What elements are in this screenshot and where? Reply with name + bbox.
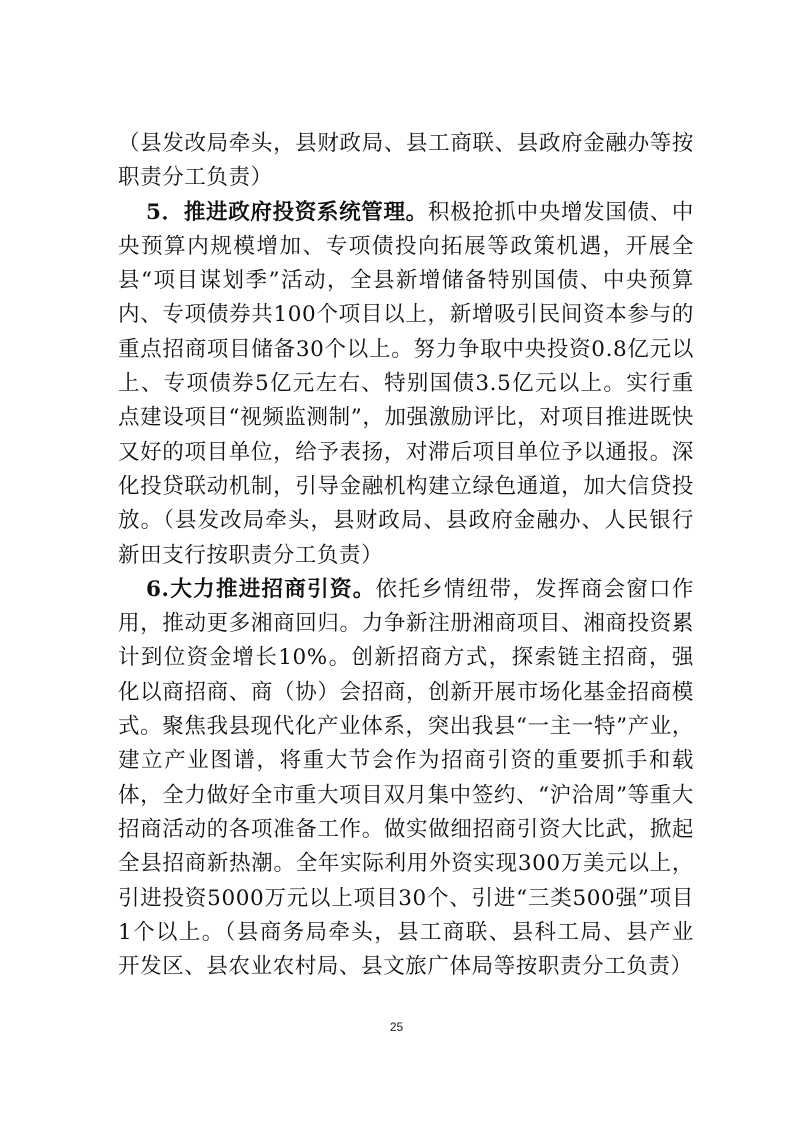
paragraph-text: （县发改局牵头，县财政局、县工商联、县政府金融办等按职责分工负责） <box>118 131 694 191</box>
paragraph-responsibility-note <box>118 127 694 196</box>
document-body <box>118 127 694 984</box>
paragraph-text: 积极抢抓中央增发国债、中央预算内规模增加、专项债投向拓展等政策机遇，开展全县“项目谋划季”活动，全县新增储备特别国债、中央预算内、专项债券共100个项目以上，新增吸引民间资本参与的重点招商项目储备30个以上。努力争取中央投资0.8亿元以上、专项债券5亿元左右、特别国债3.5亿元以上。实行重点建设项目“视频监测制”，加强激励评比，对项目推进既快又好的项目单位，给予表扬，对滞后项目单位予以通报。深化投贷联动机制，引导金融机构建立绿色通道，加大信贷投放。（县发改局牵头，县财政局、县政府金融办、人民银行新田支行按职责分工负责） <box>118 199 695 568</box>
paragraph-item-5 <box>118 196 694 573</box>
paragraph-item-6 <box>118 573 694 985</box>
paragraph-text: 依托乡情纽带，发挥商会窗口作用，推动更多湘商回归。力争新注册湘商项目、湘商投资累计到位资金增长10%。创新招商方式，探索链主招商，强化以商招商、商（协）会招商，创新开展市场化基金招商模式。聚焦我县现代化产业体系，突出我县“一主一特”产业，建立产业图谱，将重大节会作为招商引资的重要抓手和载体，全力做好全市重大项目双月集中签约、“沪洽周”等重大招商活动的各项准备工作。做实做细招商引资大比武，掀起全县招商新热潮。全年实际利用外资实现300万美元以上，引进投资5000万元以上项目30个、引进“三类500强”项目1个以上。（县商务局牵头，县工商联、县科工局、县产业开发区、县农业农村局、县文旅广体局等按职责分工负责） <box>118 576 695 980</box>
item-6-heading: 6.大力推进招商引资。 <box>146 576 376 602</box>
page-number: 25 <box>389 1020 404 1034</box>
item-5-heading: 5．推进政府投资系统管理。 <box>146 199 428 225</box>
